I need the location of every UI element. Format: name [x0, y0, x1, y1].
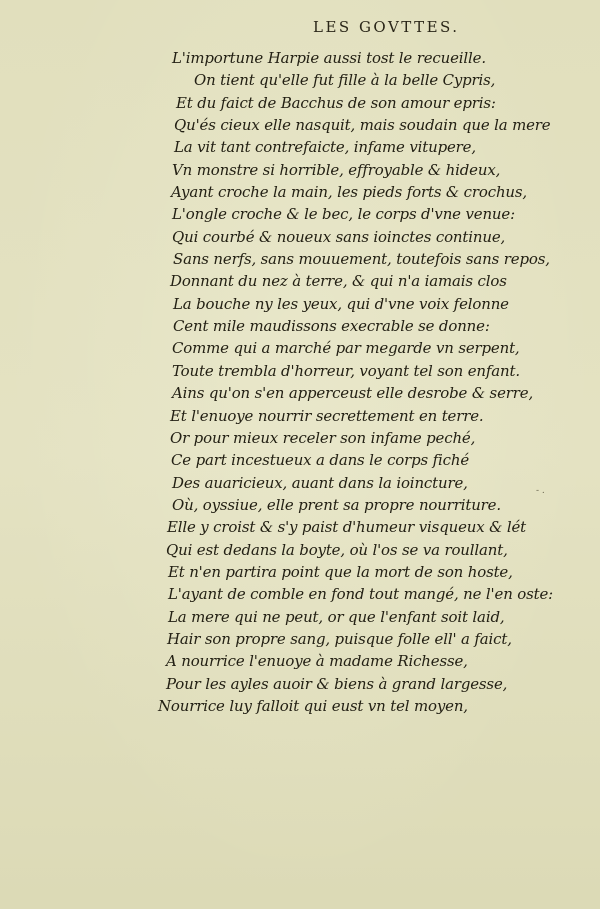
- verse-line: Sans nerfs, sans mouuement, toutefois sans repos,: [173, 250, 550, 269]
- poem: [0, 47, 600, 717]
- verse-line: Donnant du nez à terre, & qui n'a iamais clos: [170, 272, 507, 291]
- verse-line: Qui courbé & noueux sans ioinctes continue,: [172, 227, 506, 246]
- verse-line: Où, oyssiue, elle prent sa propre nourriture.: [172, 495, 501, 514]
- verse-line: L'ayant de comble en fond tout mangé, ne l'en oste:: [168, 585, 554, 604]
- verse-line: Qui est dedans la boyte, où l'os se va roullant,: [166, 540, 508, 559]
- verse-line: L'importune Harpie aussi tost le recueille.: [172, 49, 486, 67]
- verse-line: Vn monstre si horrible, effroyable & hideux,: [172, 160, 501, 179]
- verse-line: Pour les ayles auoir & biens à grand largesse,: [166, 674, 508, 693]
- verse-line: A nourrice l'enuoye à madame Richesse,: [166, 652, 468, 671]
- verse-line: La vit tant contrefaicte, infame vitupere,: [174, 138, 476, 157]
- running-head: LES GOVTTES.: [313, 18, 460, 36]
- verse-line: Hair son propre sang, puisque folle ell' a faict,: [167, 629, 512, 648]
- verse-line: L'ongle croche & le bec, le corps d'vne venue:: [172, 205, 515, 224]
- verse-line: Ains qu'on s'en apperceust elle desrobe & serre,: [172, 384, 534, 403]
- verse-line: Et du faict de Bacchus de son amour epris:: [176, 93, 496, 112]
- verse-line: Cent mile maudissons execrable se donne:: [173, 317, 490, 336]
- verse-line: Comme qui a marché par megarde vn serpent,: [172, 339, 520, 358]
- verse-line: Qu'és cieux elle nasquit, mais soudain que la mere: [174, 116, 551, 135]
- verse-line: La bouche ny les yeux, qui d'vne voix felonne: [173, 294, 509, 313]
- verse-line: Or pour mieux receler son infame peché,: [170, 428, 476, 447]
- verse-line: Ce part incestueux a dans le corps fiché: [171, 451, 470, 470]
- verse-line: La mere qui ne peut, or que l'enfant soit laid,: [168, 607, 505, 626]
- margin-mark: - .: [536, 486, 545, 496]
- verse-line: Et n'en partira point que la mort de son hoste,: [168, 562, 513, 581]
- verse-line: Elle y croist & s'y paist d'humeur visqueux & lét: [167, 518, 527, 537]
- verse-line: On tient qu'elle fut fille à la belle Cypris,: [194, 71, 496, 90]
- verse-line: Et l'enuoye nourrir secrettement en terre.: [170, 406, 484, 425]
- verse-line: Nourrice luy falloit qui eust vn tel moyen,: [158, 696, 468, 715]
- verse-line: Des auaricieux, auant dans la ioincture,: [172, 473, 468, 492]
- verse-line: Toute trembla d'horreur, voyant tel son enfant.: [172, 361, 520, 380]
- verse-line: Ayant croche la main, les pieds forts & crochus,: [171, 183, 527, 202]
